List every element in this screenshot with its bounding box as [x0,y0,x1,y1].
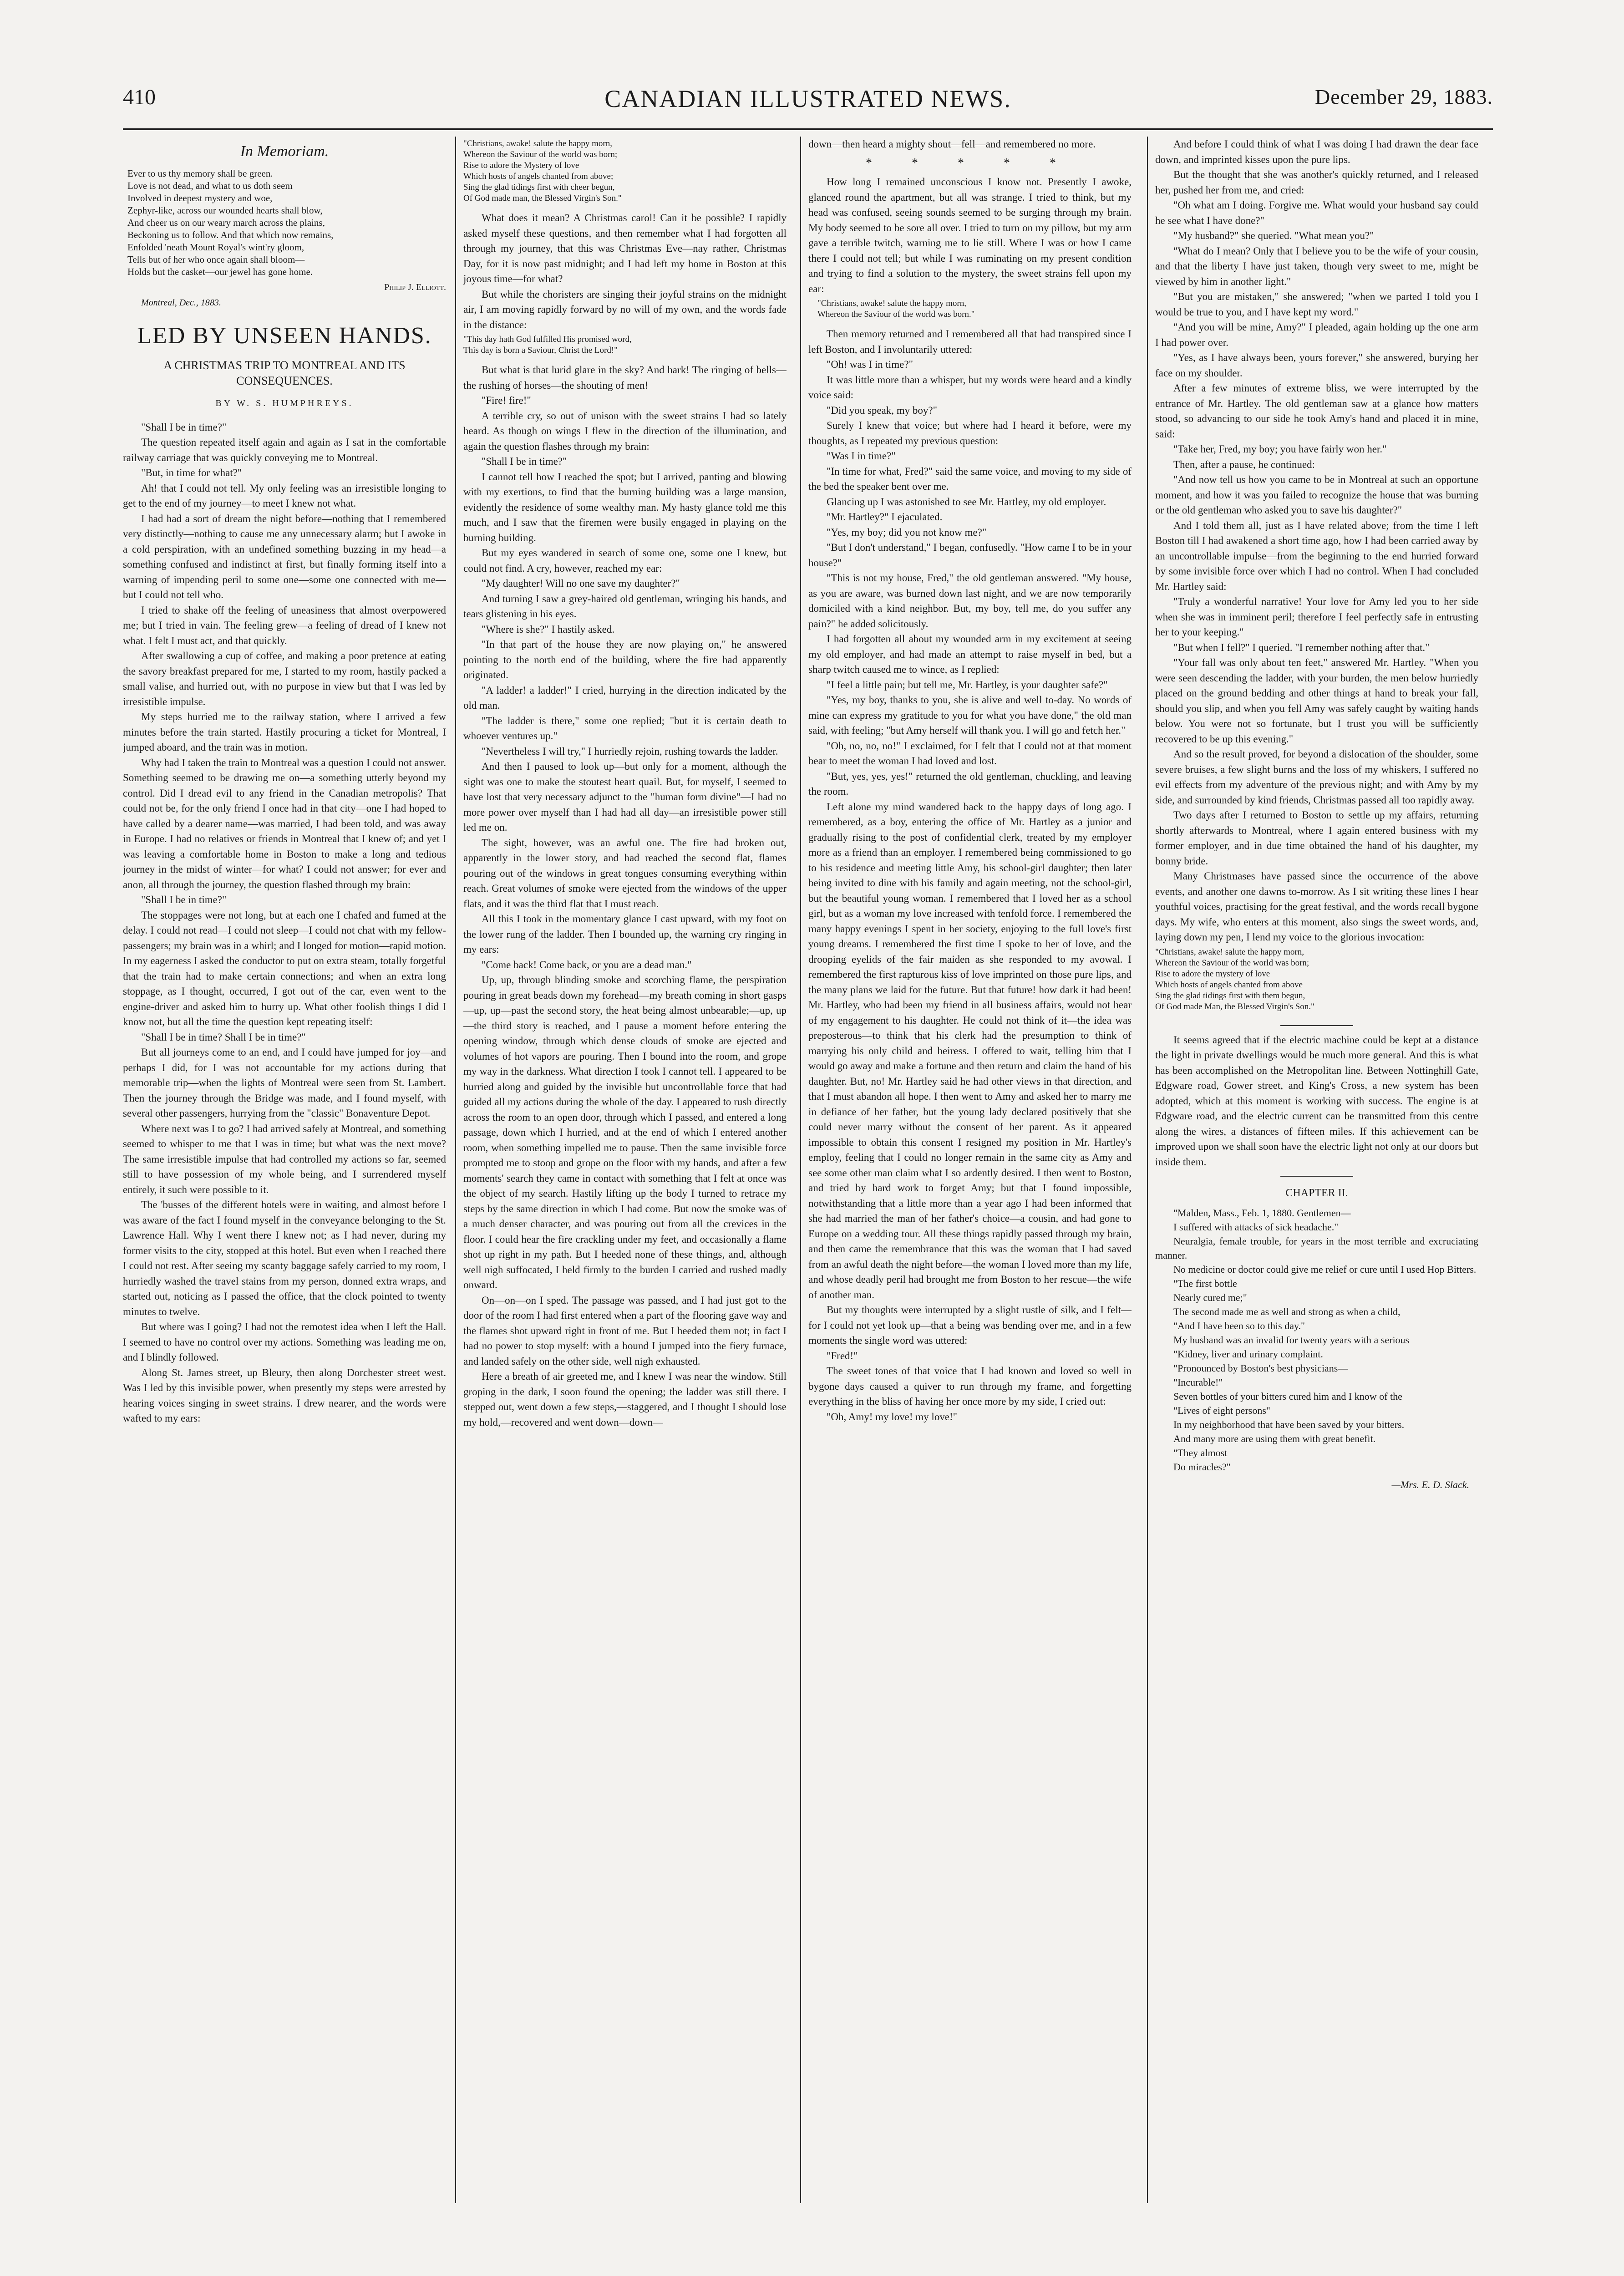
poem-line: Holds but the casket—our jewel has gone home. [127,266,313,277]
article-divider [1280,1176,1353,1177]
paragraph: "Mr. Hartley?" I ejaculated. [827,511,943,523]
column-1 [123,137,446,2212]
hymn-line: "This day hath God fulfilled His promised word, [463,335,632,344]
hymn-line: Rise to adore the Mystery of love [463,161,579,170]
hymn-line: "Christians, awake! salute the happy morn, [1155,947,1304,957]
hymn-line: Whereon the Saviour of the world was born; [1155,958,1309,968]
hymn-line: "Christians, awake! salute the happy morn, [817,299,966,308]
paragraph: My steps hurried me to the railway station, where I arrived a few minutes before the train started. Hastily procuring a ticket for Montreal, I jumped aboard, and the train was in motion. [123,711,446,753]
memoriam-poem [123,168,446,278]
paragraph: Left alone my mind wandered back to the happy days of long ago. I remembered, as a boy, entering the office of Mr. Hartley as a junior and gradually rising to the post of confidential clerk, treated by my employer more as a friend than an employer. I remembered being commissioned to go to his residence and meeting little Amy, his school-girl daughter; then later being invited to dine with his family and again meeting, not the school-girl, but the beautiful young woman. I remembered that I loved her as a school girl, but as a woman my love increased with tenfold force. I remembered the many happy evenings I spent in her society, enjoying to the full love's first young dreams. I remembered the first time I spoke to her of love, and the drooping eyelids of the fair maiden as she responded to my avowal. I remembered the first rapturous kiss of love imprinted on those pure lips, and the many plans we laid for the future. But that future! how dark it had been! Mr. Hartley, who had been my friend in all business affairs, would not hear of my engagement to his daughter. He could not think of it—the idea was preposterous—to think that his clerk had the presumption to think of marrying his only child and heiress. I offered to wait, telling him that I would go away and make a fortune and then return and claim the hand of his daughter. But, no! Mr. Hartley said he had other views in that direction, and that I must abandon all hope. I then went to Amy and asked her to marry me in defiance of her father, but the young lady declared positively that she could never marry without the consent of her parent. As it appeared impossible to obtain this consent I resigned my position in Mr. Hartley's employ, feeling that I could no longer remain in the same city as Amy and see some other man claim what I so ardently desired. I then went to Boston, and tried by hard work to forget Amy; but that I found impossible, notwithstanding that a little more than a year ago I had been informed that she had married the man of her father's choice—a cousin, and had gone to Europe on a wedding tour. All these things rapidly passed through my brain, and then came the remembrance that this was the woman that I had saved from an awful death the night before—the woman I loved more than my life, and whose deadly peril had brought me from Boston to her rescue—the wife of another man. [808,801,1132,1301]
column-4 [1155,137,1478,2212]
poem-line: Beckoning us to follow. And that which now remains, [127,229,334,240]
hymn-line: Whereon the Saviour of the world was born." [817,310,975,319]
paragraph: "In time for what, Fred?" said the same voice, and moving to my side of the bed the speaker bent over me. [808,465,1132,492]
poem-line: And cheer us on our weary march across the plains, [127,217,325,228]
issue-date: December 29, 1883. [1315,85,1493,108]
paragraph: The 'busses of the different hotels were in waiting, and almost before I was aware of the fact I found myself in the conveyance belonging to the St. Lawrence Hall. Why I went there I knew not; as I had never, during my former visits to the city, stopped at this hotel. But even when I reached there I could not rest. After seeing my scanty baggage safely carried to my room, I hurriedly washed the travel stains from my person, donned extra wraps, and started out, noticing as I passed the office, that the clock pointed to twenty minutes to twelve. [123,1199,446,1317]
paragraph: "The ladder is there," some one replied; "but it is certain death to whoever ventures up." [463,715,787,742]
chapter-heading: CHAPTER II. [1285,1187,1348,1199]
article-divider [1280,1025,1353,1026]
story-body-1 [123,420,446,1426]
poem-line: Love is not dead, and what to us doth seem [127,180,293,191]
paragraph: "What do I mean? Only that I believe you to be the wife of your cousin, and that the liberty I have just taken, though very sweet to me, might be viewed by him in another light." [1155,245,1478,287]
paragraph: But where was I going? I had not the remotest idea when I left the Hall. I seemed to have no control over my actions. Something was leading me on, and I blindly followed. [123,1321,446,1363]
paragraph: "Nevertheless I will try," I hurriedly rejoin, rushing towards the ladder. [482,745,778,757]
testimonial-line: "Malden, Mass., Feb. 1, 1880. Gentlemen— [1173,1207,1351,1219]
testimonial-line: Nearly cured me;" [1173,1291,1247,1303]
story-title: LED BY UNSEEN HANDS. [137,323,432,349]
paragraph: After a few minutes of extreme bliss, we were interrupted by the entrance of Mr. Hartley. The old gentleman saw at a glance how matters stood, so advancing to our side he took Amy's hand and placed it in mine, said: [1155,382,1478,440]
paragraph: The stoppages were not long, but at each one I chafed and fumed at the delay. I could not read—I could not sleep—I could not chat with my fellow-passengers; my brain was in a whirl; and I longed for motion—rapid motion. In my eagerness I asked the conductor to put on extra steam, totally forgetful that the train had to make certain connections; and when an extra long stoppage, as I thought, occurred, I got out of the car, even went to the engine-driver and asked him to hurry up. What other foolish things I did I know not, but all the time the question kept repeating itself: [123,909,446,1027]
paragraph: It was little more than a whisper, but my words were heard and a kindly voice said: [808,374,1132,401]
hymn-line: Sing the glad tidings first with them begun, [1155,991,1305,1001]
testimonial-line: And many more are using them with great benefit. [1173,1433,1376,1444]
paragraph: "In that part of the house they are now playing on," he answered pointing to the north end of the building, where the fire had apparently originated. [463,639,787,681]
testimonial-line: "They almost [1173,1447,1228,1458]
paragraph: "Fire! fire!" [482,395,531,406]
hymn-line: Sing the glad tidings first with cheer begun, [463,183,615,192]
hymn-line: Rise to adore the mystery of love [1155,969,1270,979]
paragraph: "Yes, as I have always been, yours forever," she answered, burying her face on my shoulder. [1155,352,1478,379]
testimonial [1155,1206,1478,1492]
paragraph: "Oh! was I in time?" [827,359,913,370]
paragraph: On—on—on I sped. The passage was passed, and I had just got to the door of the room I had first entered when a part of the flooring gave way and the flames shot upward right in front of me. But I heeded them not; in fact I had no power to stop myself: with a bound I jumped into the fiery furnace, and landed safely on the other side, well nigh exhausted. [463,1294,787,1367]
page-number: 410 [123,85,156,109]
paragraph: "Where is she?" I hastily asked. [482,623,615,635]
paragraph: "This is not my house, Fred," the old gentleman answered. "My house, as you are aware, was burned down last night, and we are now temporarily domiciled with a kind neighbor. But, my boy, tell me, do you suffer any pain?" he added solicitously. [808,572,1132,630]
paragraph: I had forgotten all about my wounded arm in my excitement at seeing my old employer, and had made an attempt to raise myself in bed, but a sharp twitch caused me to wince, as I replied: [808,633,1132,675]
testimonial-line: The second made me as well and strong as when a child, [1173,1306,1401,1317]
paragraph: And turning I saw a grey-haired old gentleman, wringing his hands, and tears glistening in his eyes. [463,593,787,620]
column-divider [455,137,456,2203]
paragraph: But what is that lurid glare in the sky? And hark! The ringing of bells—the rushing of horses—the shouting of men! [463,364,787,391]
poem-line: Zephyr-like, across our wounded hearts shall blow, [127,205,323,216]
paragraph: "But when I fell?" I queried. "I remember nothing after that." [1173,641,1430,653]
testimonial-line: "Incurable!" [1173,1376,1223,1388]
paragraph: "But you are mistaken," she answered; "when we parted I told you I would be true to you, and I have kept my word." [1155,291,1478,318]
hymn-verse [463,332,787,362]
paragraph: "Shall I be in time?" [482,456,567,467]
masthead: CANADIAN ILLUSTRATED NEWS. [604,85,1011,112]
hymn-line: Whereon the Saviour of the world was born; [463,150,618,159]
section-break: * * * * * [866,156,1074,170]
testimonial-line: "And I have been so to this day." [1173,1320,1305,1331]
paragraph: "Shall I be in time? Shall I be in time?" [141,1031,306,1043]
paragraph: Two days after I returned to Boston to settle up my affairs, returning shortly afterwards to Montreal, where I again entered business with my former employer, and in due time obtained the hand of his daughter, my bonny bride. [1155,809,1478,867]
column-2 [463,137,787,2212]
paragraph: The sweet tones of that voice that I had known and loved so well in bygone days caused a quiver to run through my frame, and forgetting everything in the bliss of having her once more by my side, I cried out: [808,1365,1132,1407]
paragraph: Why had I taken the train to Montreal was a question I could not answer. Something seemed to be drawing me on—a something utterly beyond my control. Did I dread evil to any friend in the Canadian metropolis? That could not be, for the only friend I once had in that city—one I had hoped to have called by a dearer name—was married, I had been told, and was away in Europe. I had no relatives or friends in Montreal that I knew of; and yet I was leaving a comfortable home in Boston to make a long and tedious journey in the midst of winter—for what? I could not answer; for ever and anon, all through the journey, the question flashed through my brain: [123,757,446,890]
paragraph: But my thoughts were interrupted by a slight rustle of silk, and I felt—for I could not yet look up—that a being was bending over me, and in a few moments the single word was uttered: [808,1304,1132,1346]
memoriam-title: In Memoriam. [240,143,329,160]
paragraph: Where next was I to go? I had arrived safely at Montreal, and something seemed to whisper to me that I was in time; but what was the next move? The same irresistible impulse that had controlled my actions so far, seemed still to have possession of my whole being, and I surrendered myself entirely, it such were possible to it. [123,1123,446,1195]
paragraph: "Fred!" [827,1350,858,1362]
paragraph: Then, after a pause, he continued: [1173,458,1315,470]
column-divider [1147,137,1148,2203]
paragraph: Many Christmases have passed since the occurrence of the above events, and another one dawns to-morrow. As I sit writing these lines I hear youthful voices, practising for the great festival, and the words recall bygone days. My wife, who enters at this moment, also sings the sweet words, and, laying down my pen, I lend my voice to the glorious invocation: [1155,870,1478,943]
poem-author: Philip J. Elliott. [384,282,446,292]
paragraph: "Oh, Amy! my love! my love!" [827,1411,958,1422]
paragraph: Here a breath of air greeted me, and I knew I was near the window. Still groping in the dark, I soon found the opening; the ladder was still there. I stepped out, went down a few steps,—staggered, and I thought I should lose my hold,—recovered and went down—down— [463,1371,787,1428]
testimonial-line: Do miracles?" [1173,1461,1231,1473]
testimonial-line: "Pronounced by Boston's best physicians— [1173,1362,1348,1374]
paragraph: And before I could think of what I was doing I had drawn the dear face down, and imprinted kisses upon the pure lips. [1155,138,1478,165]
hymn-line: This day is born a Saviour, Christ the Lord!" [463,345,618,355]
paragraph: Then memory returned and I remembered all that had transpired since I left Boston, and I involuntarily uttered: [808,328,1132,355]
paragraph: And I told them all, just as I have related above; from the time I left Boston till I had awakened a short time ago, how I had been carried away by an uncontrollable impulse—from the beginning to the end hurried forward by some invisible force over which I had no control. When I had concluded Mr. Hartley said: [1155,519,1478,592]
paragraph: "Oh, no, no, no!" I exclaimed, for I felt that I could not at that moment bear to meet the woman I had loved and lost. [808,740,1132,767]
poem-line: Ever to us thy memory shall be green. [127,168,273,179]
testimonial-line: "Lives of eight persons" [1173,1404,1270,1416]
testimonial-line: My husband was an invalid for twenty years with a serious [1173,1334,1410,1346]
paragraph: The sight, however, was an awful one. The fire had broken out, apparently in the lower story, and had reached the second flat, flames pouring out of the windows in great tongues consuming everything within reach. Great volumes of smoke were ejected from the windows of the upper flats, and it was the third flat that I must reach. [463,837,787,909]
paragraph: "Your fall was only about ten feet," answered Mr. Hartley. "When you were seen descending the ladder, with your burden, the men below hurriedly placed on the ground bedding and other things at hand to break your fall, should you slip, and when you fell Amy was safely caught by waiting hands below. You were not so fortunate, but I trust you will be sufficiently recovered to be up this evening." [1155,657,1478,745]
paragraph: "Did you speak, my boy?" [827,404,937,416]
testimonial-signoff: —Mrs. E. D. Slack. [1391,1478,1469,1490]
story-byline: BY W. S. HUMPHREYS. [215,398,354,408]
paragraph: "Yes, my boy; did you not know me?" [827,526,987,538]
paragraph: But all journeys come to an end, and I could have jumped for joy—and perhaps I did, for I was not accountable for my actions during that memorable trip—when the lights of Montreal were seen from St. Lambert. Then the journey through the Bridge was made, and I found myself, with several other passengers, hurrying from the "classic" Bonaventure Depot. [123,1047,446,1119]
paragraph: A terrible cry, so out of unison with the sweet strains I had so lately heard. As though on wings I flew in the direction of the illumination, and again the question flashes through my brain: [463,410,787,452]
testimonial-line: Neuralgia, female trouble, for years in the most terrible and excruciating manner. [1155,1235,1478,1261]
header-rule [123,128,1493,130]
paragraph: And so the result proved, for beyond a dislocation of the shoulder, some severe bruises, a few slight burns and the loss of my whiskers, I suffered no evil effects from my adventure of the previous night; and with Amy by my side, and surrounded by kind friends, Christmas passed all too rapidly away. [1155,748,1478,806]
paragraph: "Truly a wonderful narrative! Your love for Amy led you to her side when she was in imminent peril; therefore I feel perfectly safe in entrusting her to your keeping." [1155,596,1478,638]
paragraph: "And now tell us how you came to be in Montreal at such an opportune moment, and how it was you failed to recognize the house that was burning or the old gentleman who asked you to save his daughter?" [1155,474,1478,516]
hymn-line: Of God made man, the Blessed Virgin's Son." [463,193,622,203]
paragraph: After swallowing a cup of coffee, and making a poor pretence at eating the savory breakfast prepared for me, I started to my room, hastily packed a small valise, and hurried out, with no purpose in view but that I was led by irresistible impulse. [123,650,446,707]
paragraph: I had had a sort of dream the night before—nothing that I remembered very distinctly—nothing to cause me any unnecessary alarm; but I awoke in a cold perspiration, with an undefined something buzzing in my head—a something confused and indistinct at first, but finally forming itself into a warning of impending peril to some one—some one connected with me—but I could not tell who. [123,513,446,600]
hymn-line: Which hosts of angels chanted from above [1155,980,1303,990]
paragraph: "Shall I be in time?" [141,894,227,905]
paragraph: "Was I in time?" [827,450,896,462]
story-subtitle: A CHRISTMAS TRIP TO MONTREAL AND ITS CONSEQUENCES. [163,359,406,387]
column-3 [808,137,1132,2212]
paragraph: "My husband?" she queried. "What mean you?" [1173,230,1374,241]
paragraph: "And you will be mine, Amy?" I pleaded, again holding up the one arm I had power over. [1155,321,1478,348]
hymn-verse [1155,945,1478,1019]
paragraph: "Yes, my boy, thanks to you, she is alive and well to-day. No words of mine can express my gratitude to you for what you have done," the old man said, with feeling; "but Amy herself will thank you. I will go and fetch her." [808,694,1132,736]
testimonial-line: "The first bottle [1173,1277,1237,1289]
paragraph: But the thought that she was another's quickly returned, and I released her, pushed her from me, and cried: [1155,169,1478,196]
hymn-line: Which hosts of angels chanted from above; [463,172,614,181]
poem-line: Involved in deepest mystery and woe, [127,193,273,203]
testimonial-line: "Kidney, liver and urinary complaint. [1173,1348,1323,1360]
testimonial-line: I suffered with attacks of sick headache." [1173,1221,1339,1233]
paragraph: What does it mean? A Christmas carol! Can it be possible? I rapidly asked myself these questions, and then remember what I had forgotten all through my journey, that this was Christmas Eve—nay rather, Christmas Day, for it is now past midnight; and I had left my home in Boston at this joyous time—for what? [463,212,787,284]
paragraph: Surely I knew that voice; but where had I heard it before, were my thoughts, as I repeated my previous question: [808,420,1132,447]
paragraph: But while the choristers are singing their joyful strains on the midnight air, I am moving rapidly forward by no will of my own, and the words fade in the distance: [463,288,787,330]
paragraph: "Shall I be in time?" [141,421,227,433]
paragraph: "Take her, Fred, my boy; you have fairly won her." [1173,443,1387,455]
paragraph: "My daughter! Will no one save my daughter?" [482,578,680,589]
paragraph: "Come back! Come back, or you are a dead man." [482,959,692,970]
paragraph: down—then heard a mighty shout—fell—and remembered no more. [808,138,1096,150]
paragraph: I tried to shake off the feeling of uneasiness that almost overpowered me; but I tried in vain. The feeling grew—a feeling of dread of I knew not what. I felt I must act, and that quickly. [123,604,446,646]
testimonial-line: In my neighborhood that have been saved by your bitters. [1173,1418,1405,1430]
poem-line: Enfolded 'neath Mount Royal's wint'ry gloom, [127,242,304,253]
paragraph: All this I took in the momentary glance I cast upward, with my foot on the lower rung of the ladder. Then I bounded up, the warning cry ringing in my ears: [463,913,787,955]
electric-light-item: It seems agreed that if the electric machine could be kept at a distance the light in private dwellings would be much more general. And this is what has been accomplished on the Metropolitan line. Between Nottinghill Gate, Edgware road, Gower street, and King's Cross, a new system has been adopted, which at this moment is working with success. The engine is at Edgware road, and the electric current can be transmitted from this centre along the wires, a distances of fifteen miles. If this achievement can be improved upon we shall soon have the electric light not only at our doors but inside them. [1155,1034,1478,1168]
paragraph: Along St. James street, up Bleury, then along Dorchester street west. Was I led by this invisible power, when presently my steps were arrested by hearing voices singing in sweet strains. I drew nearer, and the words were wafted to my ears: [123,1367,446,1424]
paragraph: "Oh what am I doing. Forgive me. What would your husband say could he see what I have done?" [1155,199,1478,226]
hymn-line: Of God made Man, the Blessed Virgin's Son." [1155,1001,1314,1011]
paragraph: Glancing up I was astonished to see Mr. Hartley, my old employer. [827,496,1106,508]
hymn-verse [463,137,787,210]
page-header [123,85,1493,121]
paragraph: Ah! that I could not tell. My only feeling was an irresistible longing to get to the end of my journey—to meet I knew not what. [123,482,446,509]
hymn-verse [808,296,1132,326]
paragraph: "But, yes, yes, yes!" returned the old gentleman, chuckling, and leaving the room. [808,770,1132,797]
paragraph: I cannot tell how I reached the spot; but I arrived, panting and blowing with my exertions, to find that the burning building was a large mansion, evidently the residence of some wealthy man. My hasty glance told me this much, and I saw that the firemen were busily engaged in playing on the burning building. [463,471,787,544]
poem-place-date: Montreal, Dec., 1883. [141,297,221,308]
paragraph: But my eyes wandered in search of some one, some one I knew, but could not find. A cry, however, reached my ear: [463,547,787,574]
paragraph: Up, up, through blinding smoke and scorching flame, the perspiration pouring in great beads down my forehead—my breath coming in short gasps—up, up—past the second story, the heat being almost unbearable;—up, up—the third story is reached, and I pause a moment before entering the opening window, through which dense clouds of smoke are ejected and volumes of hot vapors are pouring. Then I bound into the room, and grope my way in the darkness. What direction I took I cannot tell. I appeared to be hurried along and guided by the invisible but uncontrollable force that had guided all my actions during the whole of the day. I appeared to rush directly across the room to an open door, through which I passed, and entered a long passage, down which I hurried, and at the end of which I entered another room, when something impelled me to pause. Then the same invisible force prompted me to stoop and grope on the floor with my hands, and after a few moments' search they came in contact with something that I felt at once was the object of my search. Hastily lifting up the body I turned to retrace my steps by the same direction in which I had come. But now the smoke was of a much denser character, and was pouring out from all the crevices in the floor. I could hear the fire crackling under my feet, and occasionally a flame shot up right in my path. But I heeded none of these things, and, although well nigh suffocated, I held firmly to the burden I carried and rushed madly onward. [463,974,787,1290]
testimonial-line: No medicine or doctor could give me relief or cure until I used Hop Bitters. [1173,1263,1477,1275]
hymn-line: "Christians, awake! salute the happy morn, [463,139,612,148]
paragraph: The question repeated itself again and again as I sat in the comfortable railway carriage that was quickly conveying me to Montreal. [123,437,446,463]
paragraph: "A ladder! a ladder!" I cried, hurrying in the direction indicated by the old man. [463,684,787,711]
column-divider [800,137,801,2203]
paragraph: "But, in time for what?" [141,467,242,478]
testimonial-line: Seven bottles of your bitters cured him and I know of the [1173,1390,1402,1402]
paragraph: "But I don't understand," I began, confusedly. "How came I to be in your house?" [808,542,1132,569]
paragraph: And then I paused to look up—but only for a moment, although the sight was one to make the stoutest heart quail. But, for myself, I seemed to have lost that very necessary adjunct to the "human form divine"—I had no more power over myself than I had had all day—an irresistible power still led me on. [463,761,787,833]
paragraph: "I feel a little pain; but tell me, Mr. Hartley, is your daughter safe?" [827,679,1108,691]
paragraph: How long I remained unconscious I know not. Presently I awoke, glanced round the apartment, but all was strange. I tried to think, but my head was confused, seeing sounds seemed to be surging through my brain. My body seemed to be sore all over. I tried to turn on my pillow, but my arm gave a terrible twitch, warning me to lie still. Where I was or how I came there I could not tell; but while I was ruminating on my present condition and trying to find a solution to the mystery, the sweet strains fell upon my ear: [808,176,1132,295]
poem-line: Tells but of her who once again shall bloom— [127,254,305,265]
